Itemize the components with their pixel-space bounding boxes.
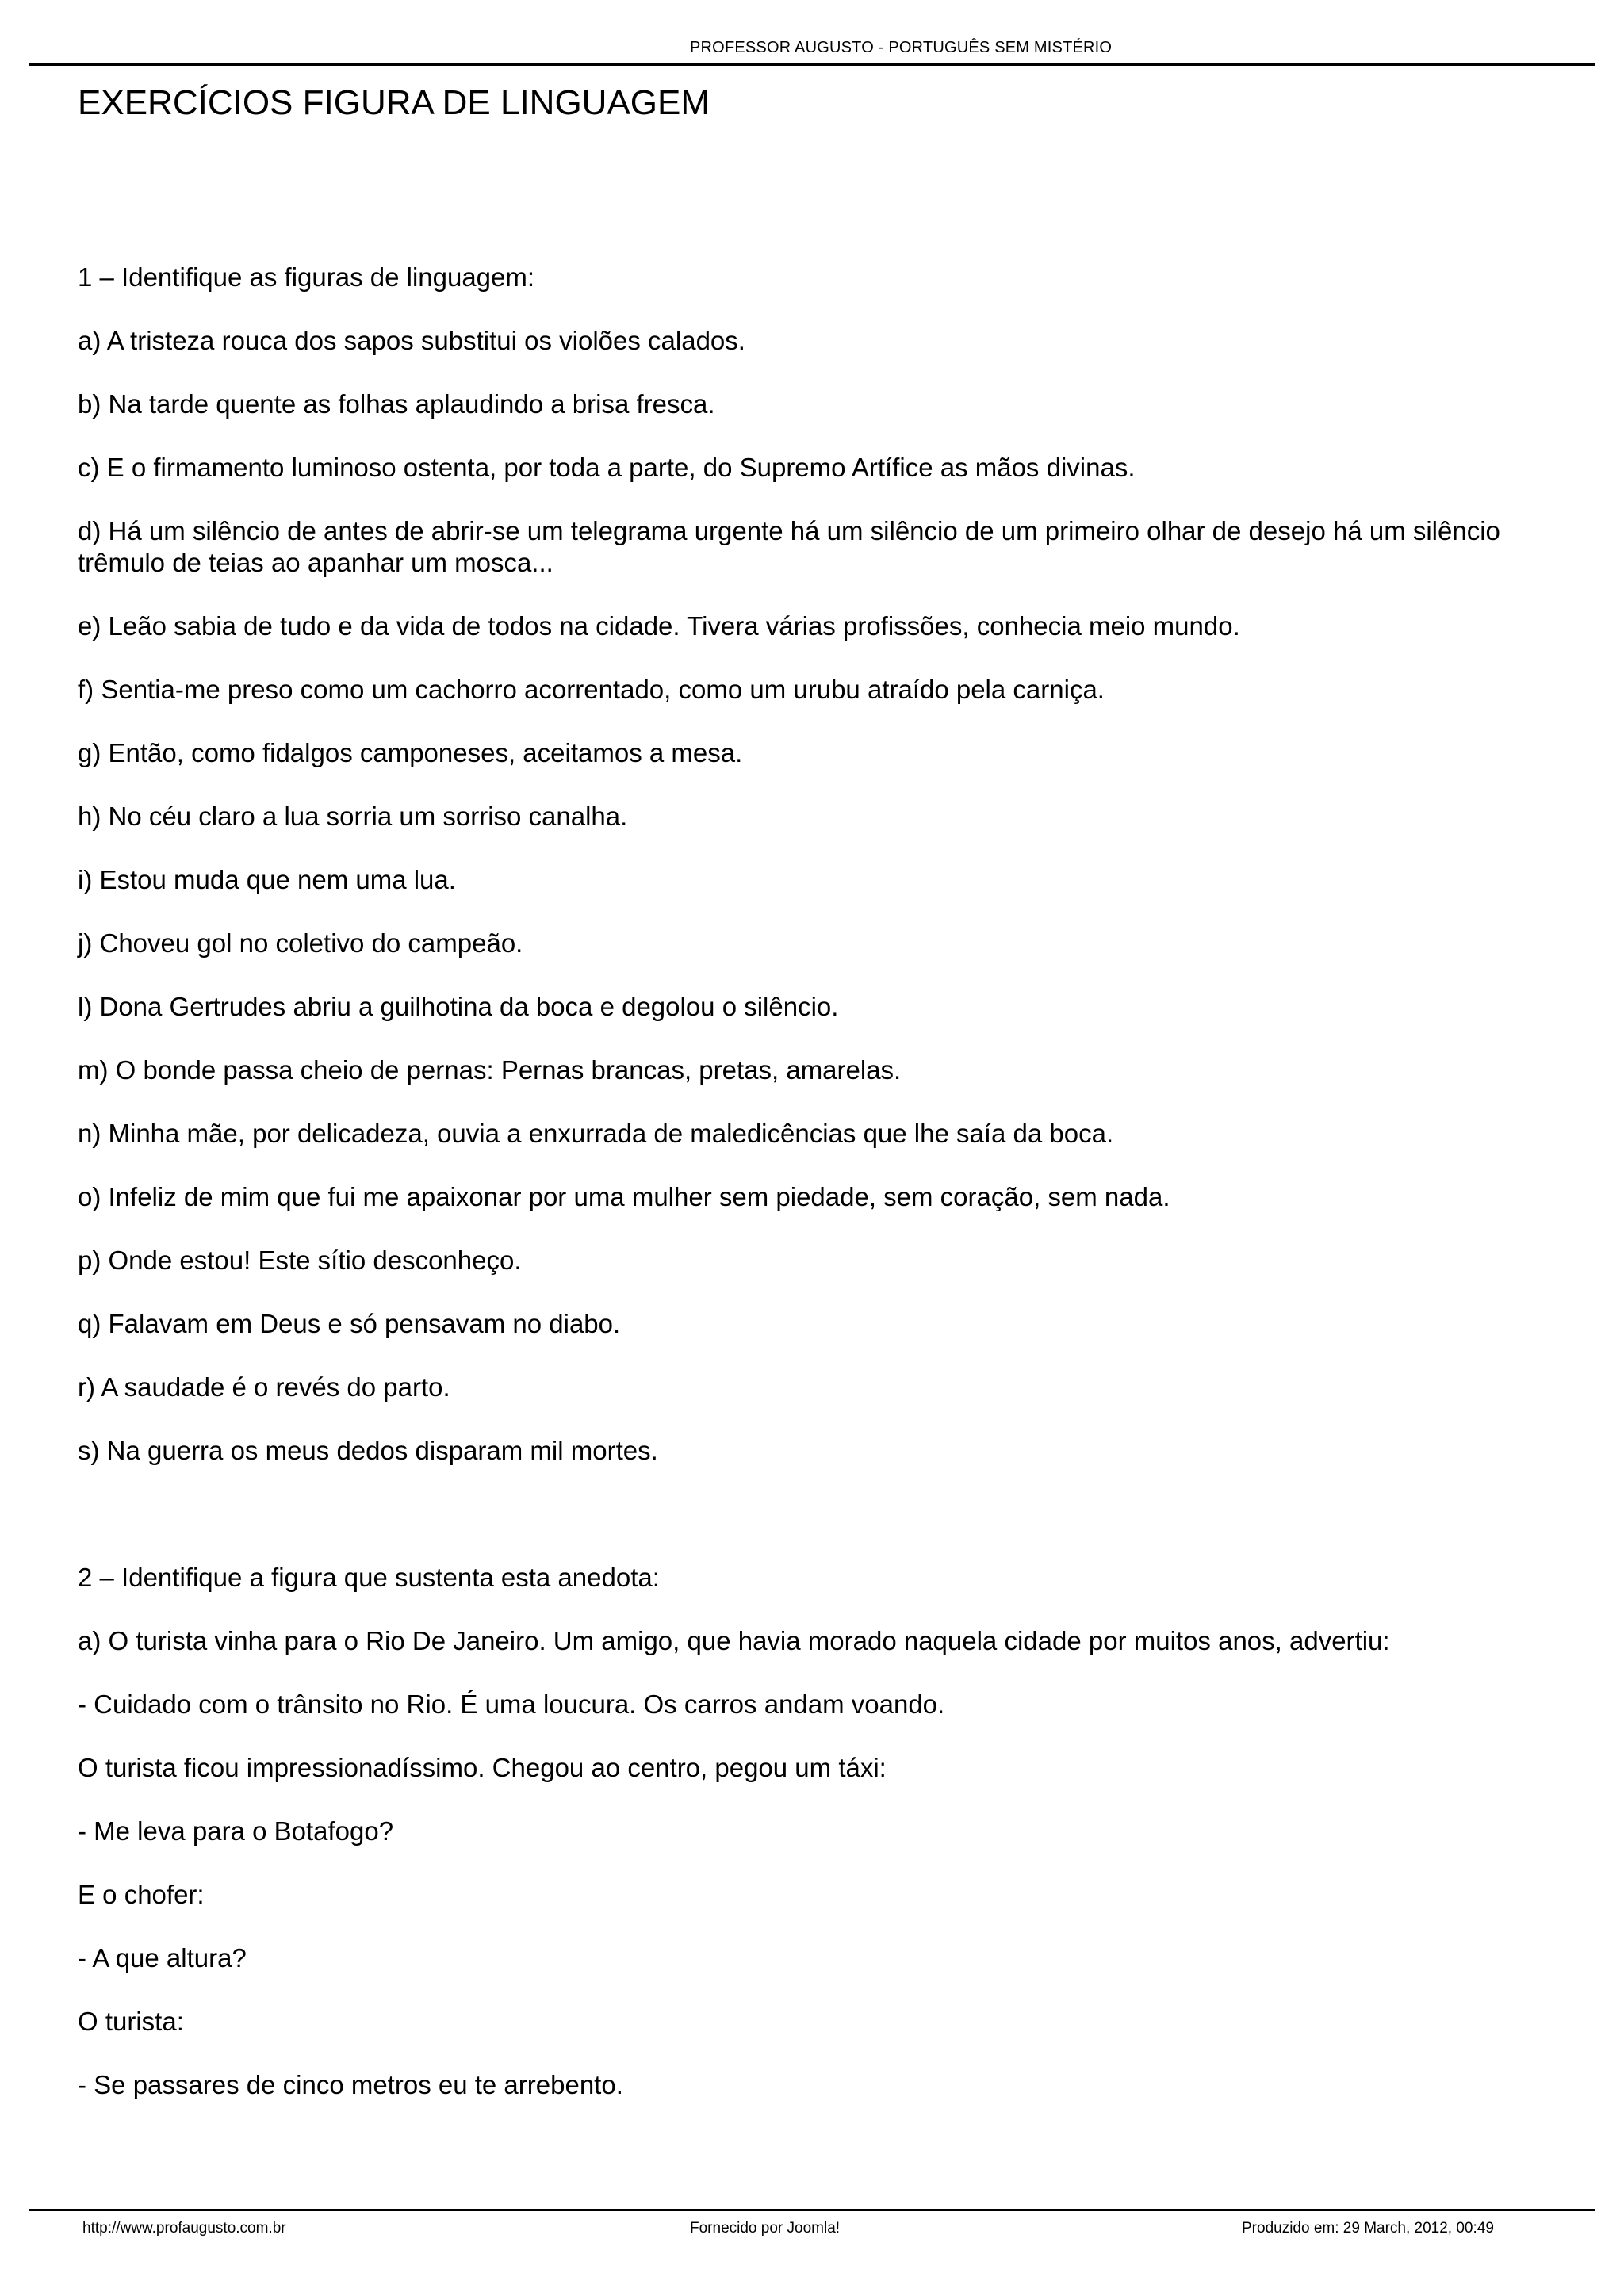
exercise-item-m: m) O bonde passa cheio de pernas: Pernas brancas, pretas, amarelas. bbox=[78, 1055, 902, 1085]
section-spacer bbox=[78, 1498, 1568, 1562]
footer-url: http://www.profaugusto.com.br bbox=[82, 2220, 286, 2237]
page-footer bbox=[0, 2220, 1624, 2239]
section-2-heading: 2 – Identifique a figura que sustenta esta anedota: bbox=[78, 1563, 660, 1592]
exercise-item-b: b) Na tarde quente as folhas aplaudindo a brisa fresca. bbox=[78, 389, 715, 419]
anecdote-paragraph: O turista: bbox=[78, 2007, 184, 2036]
exercise-item-g: g) Então, como fidalgos camponeses, aceitamos a mesa. bbox=[78, 738, 743, 767]
exercise-item-j: j) Choveu gol no coletivo do campeão. bbox=[78, 928, 523, 958]
exercise-item-a: a) A tristeza rouca dos sapos substitui os violões calados. bbox=[78, 326, 745, 355]
exercise-item-p: p) Onde estou! Este sítio desconheço. bbox=[78, 1246, 522, 1275]
exercise-item-q: q) Falavam em Deus e só pensavam no diabo. bbox=[78, 1309, 621, 1338]
footer-powered-by: Fornecido por Joomla! bbox=[690, 2220, 841, 2237]
exercise-item-s: s) Na guerra os meus dedos disparam mil mortes. bbox=[78, 1436, 658, 1465]
anecdote-paragraph: - A que altura? bbox=[78, 1943, 247, 1973]
header-divider bbox=[29, 63, 1595, 66]
document-body bbox=[78, 262, 1568, 2133]
exercise-item-i: i) Estou muda que nem uma lua. bbox=[78, 865, 456, 894]
exercise-item-n: n) Minha mãe, por delicadeza, ouvia a enxurrada de maledicências que lhe saía da boca. bbox=[78, 1119, 1114, 1148]
footer-produced-date: Produzido em: 29 March, 2012, 00:49 bbox=[1242, 2220, 1494, 2237]
anecdote-paragraph: O turista ficou impressionadíssimo. Chegou ao centro, pegou um táxi: bbox=[78, 1753, 887, 1782]
exercise-item-d: d) Há um silêncio de antes de abrir-se um telegrama urgente há um silêncio de um primeiro olhar de desejo há um silêncio trêmulo de teias ao apanhar um mosca... bbox=[78, 516, 1500, 577]
exercise-item-f: f) Sentia-me preso como um cachorro acorrentado, como um urubu atraído pela carniça. bbox=[78, 675, 1105, 704]
anecdote-paragraph: - Me leva para o Botafogo? bbox=[78, 1816, 394, 1846]
footer-divider bbox=[29, 2209, 1595, 2211]
section-1-heading: 1 – Identifique as figuras de linguagem: bbox=[78, 262, 535, 292]
anecdote-paragraph: - Cuidado com o trânsito no Rio. É uma loucura. Os carros andam voando. bbox=[78, 1689, 945, 1719]
exercise-item-h: h) No céu claro a lua sorria um sorriso canalha. bbox=[78, 802, 628, 831]
exercise-item-r: r) A saudade é o revés do parto. bbox=[78, 1372, 450, 1402]
exercise-item-c: c) E o firmamento luminoso ostenta, por toda a parte, do Supremo Artífice as mãos divinas. bbox=[78, 453, 1136, 482]
exercise-item-o: o) Infeliz de mim que fui me apaixonar por uma mulher sem piedade, sem coração, sem nada. bbox=[78, 1182, 1170, 1211]
anecdote-paragraph: a) O turista vinha para o Rio De Janeiro. Um amigo, que havia morado naquela cidade por muitos anos, advertiu: bbox=[78, 1626, 1390, 1655]
site-header-title: PROFESSOR AUGUSTO - PORTUGUÊS SEM MISTÉRIO bbox=[690, 39, 1113, 56]
anecdote-paragraph: - Se passares de cinco metros eu te arrebento. bbox=[78, 2070, 623, 2099]
anecdote-paragraph: E o chofer: bbox=[78, 1880, 205, 1909]
exercise-item-e: e) Leão sabia de tudo e da vida de todos na cidade. Tivera várias profissões, conhecia meio mundo. bbox=[78, 611, 1240, 641]
page-title: EXERCÍCIOS FIGURA DE LINGUAGEM bbox=[78, 83, 710, 122]
exercise-item-l: l) Dona Gertrudes abriu a guilhotina da boca e degolou o silêncio. bbox=[78, 992, 839, 1021]
